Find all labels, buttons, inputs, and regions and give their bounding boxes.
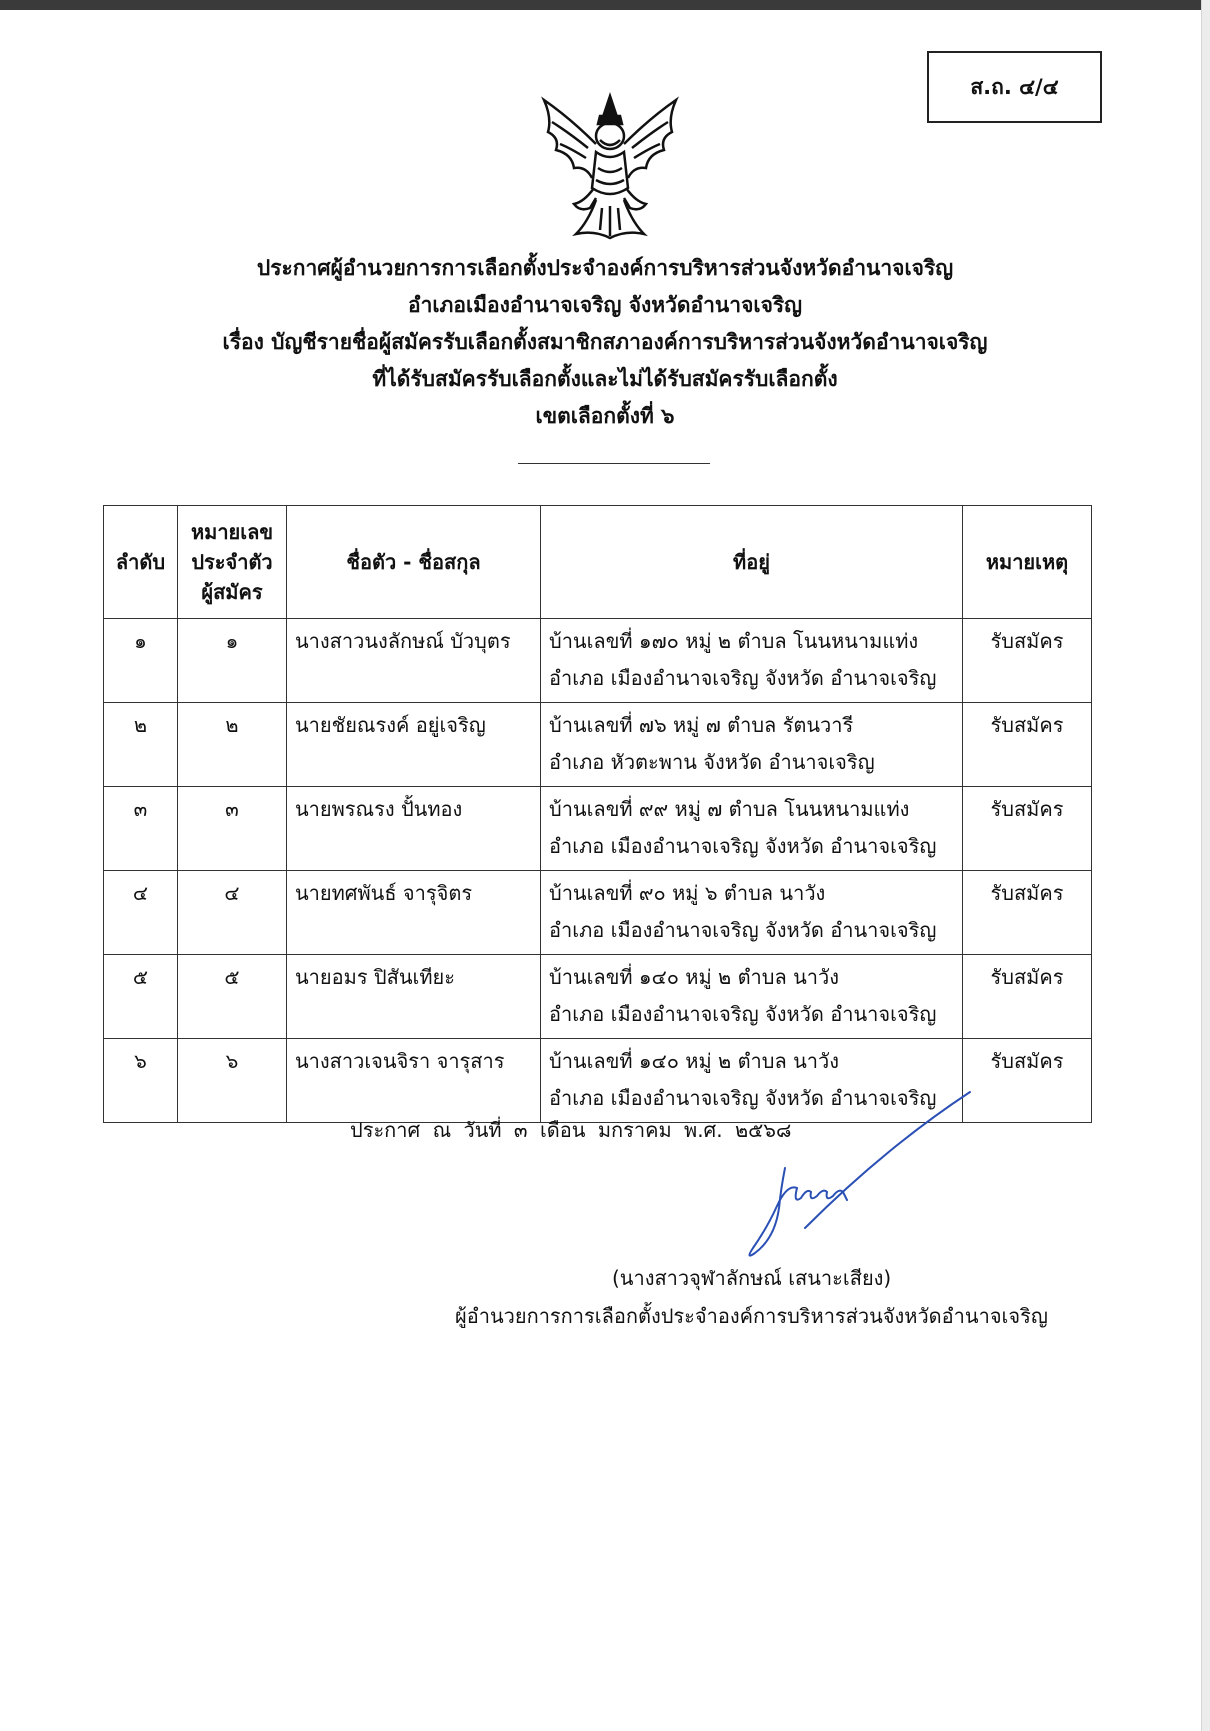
cell-remark: รับสมัคร [963,787,1092,871]
candidate-table [103,505,1092,1123]
address-line-2: อำเภอ เมืองอำนาจเจริญ จังหวัด อำนาจเจริญ [549,666,937,690]
cell-name: นางสาวเจนจิรา จารุสาร [287,1039,541,1123]
table-row [104,871,1092,955]
cell-order: ๓ [104,787,178,871]
handwritten-signature [715,1088,975,1268]
cell-address [541,871,963,955]
cell-remark: รับสมัคร [963,955,1092,1039]
cell-remark: รับสมัคร [963,871,1092,955]
form-code: ส.ถ. ๔/๔ [970,74,1059,99]
address-line-1: บ้านเลขที่ ๙๐ หมู่ ๖ ตำบล นาวัง [549,881,826,905]
scan-right-edge [1201,0,1210,1731]
address-line-1: บ้านเลขที่ ๙๙ หมู่ ๗ ตำบล โนนหนามแท่ง [549,797,910,821]
header-number-line-3: ผู้สมัคร [201,580,263,604]
cell-number: ๑ [178,619,287,703]
announcement-heading [180,250,1030,435]
heading-line-5: เขตเลือกตั้งที่ ๖ [535,404,675,428]
cell-remark: รับสมัคร [963,1039,1092,1123]
header-number-line-1: หมายเลข [190,520,274,544]
cell-number: ๓ [178,787,287,871]
address-line-1: บ้านเลขที่ ๑๔๐ หมู่ ๒ ตำบล นาวัง [549,1049,839,1073]
header-candidate-number [178,506,287,619]
heading-line-4: ที่ได้รับสมัครรับเลือกตั้งและไม่ได้รับสมัครรับเลือกตั้ง [372,367,838,391]
cell-order: ๖ [104,1039,178,1123]
heading-divider [518,463,710,464]
address-line-2: อำเภอ เมืองอำนาจเจริญ จังหวัด อำนาจเจริญ [549,1002,937,1026]
heading-line-1: ประกาศผู้อำนวยการการเลือกตั้งประจำองค์การบริหารส่วนจังหวัดอำนาจเจริญ [256,256,954,280]
cell-name: นายทศพันธ์ จารุจิตร [287,871,541,955]
header-name: ชื่อตัว - ชื่อสกุล [287,506,541,619]
header-order: ลำดับ [104,506,178,619]
table-row [104,787,1092,871]
header-address: ที่อยู่ [541,506,963,619]
cell-address [541,619,963,703]
cell-order: ๕ [104,955,178,1039]
cell-address [541,955,963,1039]
announce-date: ประกาศ ณ วันที่ ๓ เดือน มกราคม พ.ศ. ๒๕๖๘ [350,1118,792,1142]
cell-order: ๒ [104,703,178,787]
cell-order: ๑ [104,619,178,703]
heading-line-3: เรื่อง บัญชีรายชื่อผู้สมัครรับเลือกตั้งสมาชิกสภาองค์การบริหารส่วนจังหวัดอำนาจเจริญ [222,330,988,354]
cell-number: ๕ [178,955,287,1039]
table-header-row [104,506,1092,619]
header-number-line-2: ประจำตัว [191,550,273,574]
address-line-2: อำเภอ เมืองอำนาจเจริญ จังหวัด อำนาจเจริญ [549,834,937,858]
cell-number: ๒ [178,703,287,787]
cell-remark: รับสมัคร [963,703,1092,787]
cell-address [541,787,963,871]
cell-number: ๖ [178,1039,287,1123]
cell-name: นายชัยณรงค์ อยู่เจริญ [287,703,541,787]
form-code-box [927,51,1102,123]
table-row [104,703,1092,787]
cell-name: นางสาวนงลักษณ์ บัวบุตร [287,619,541,703]
cell-number: ๔ [178,871,287,955]
address-line-1: บ้านเลขที่ ๑๗๐ หมู่ ๒ ตำบล โนนหนามแท่ง [549,629,919,653]
address-line-2: อำเภอ เมืองอำนาจเจริญ จังหวัด อำนาจเจริญ [549,1086,937,1110]
heading-line-2: อำเภอเมืองอำนาจเจริญ จังหวัดอำนาจเจริญ [407,293,803,317]
signer-name: (นางสาวจุฬาลักษณ์ เสนาะเสียง) [612,1266,892,1290]
table-row [104,619,1092,703]
cell-name: นายอมร ปิสันเทียะ [287,955,541,1039]
address-line-2: อำเภอ เมืองอำนาจเจริญ จังหวัด อำนาจเจริญ [549,918,937,942]
cell-remark: รับสมัคร [963,619,1092,703]
address-line-1: บ้านเลขที่ ๑๔๐ หมู่ ๒ ตำบล นาวัง [549,965,839,989]
cell-address [541,703,963,787]
scan-top-edge [0,0,1210,10]
header-remark: หมายเหตุ [963,506,1092,619]
address-line-1: บ้านเลขที่ ๗๖ หมู่ ๗ ตำบล รัตนวารี [549,713,854,737]
signer-position: ผู้อำนวยการการเลือกตั้งประจำองค์การบริหารส่วนจังหวัดอำนาจเจริญ [455,1304,1048,1328]
cell-order: ๔ [104,871,178,955]
table-row [104,955,1092,1039]
address-line-2: อำเภอ หัวตะพาน จังหวัด อำนาจเจริญ [549,750,875,774]
cell-name: นายพรณรง ปั้นทอง [287,787,541,871]
garuda-emblem [530,88,690,248]
